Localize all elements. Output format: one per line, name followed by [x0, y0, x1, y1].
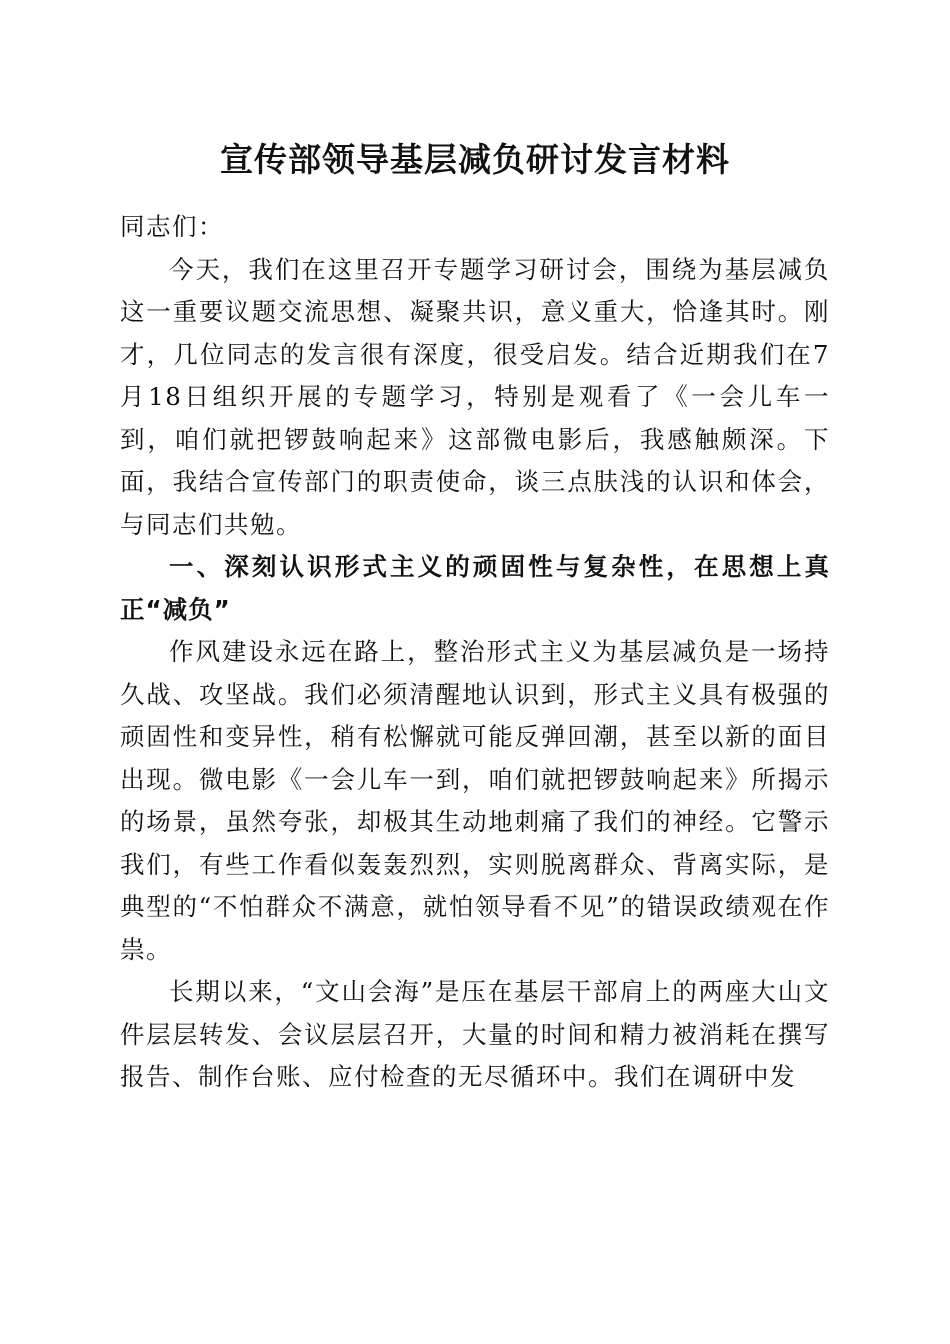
- salutation: 同志们：: [120, 212, 224, 241]
- document-body: [120, 206, 830, 1099]
- body-paragraph: 作风建设永远在路上，整治形式主义为基层减负是一场持久战、攻坚战。我们必须清醒地认识到，形式主义具有极强的顽固性和变异性，稍有松懈就可能反弹回潮，甚至以新的面目出现。微电影《一会儿车一到，咱们就把锣鼓响起来》所揭示的场景，虽然夸张，却极其生动地刺痛了我们的神经。它警示我们，有些工作看似轰轰烈烈，实则脱离群众、背离实际，是典型的“不怕群众不满意，就怕领导看不见”的错误政绩观在作祟。: [120, 637, 830, 964]
- intro-paragraph: 今天，我们在这里召开专题学习研讨会，围绕为基层减负这一重要议题交流思想、凝聚共识，意义重大，恰逢其时。刚才，几位同志的发言很有深度，很受启发。结合近期我们在7月18日组织开展的专题学习，特别是观看了《一会儿车一到，咱们就把锣鼓响起来》这部微电影后，我感触颇深。下面，我结合宣传部门的职责使命，谈三点肤浅的认识和体会，与同志们共勉。: [120, 254, 830, 539]
- document-title: 宣传部领导基层减负研讨发言材料: [220, 140, 730, 179]
- body-paragraph: 长期以来，“文山会海”是压在基层干部肩上的两座大山文件层层转发、会议层层召开，大量的时间和精力被消耗在撰写报告、制作台账、应付检查的无尽循环中。我们在调研中发: [120, 977, 830, 1091]
- section-heading: 一、深刻认识形式主义的顽固性与复杂性，在思想上真正“减负”: [120, 552, 830, 624]
